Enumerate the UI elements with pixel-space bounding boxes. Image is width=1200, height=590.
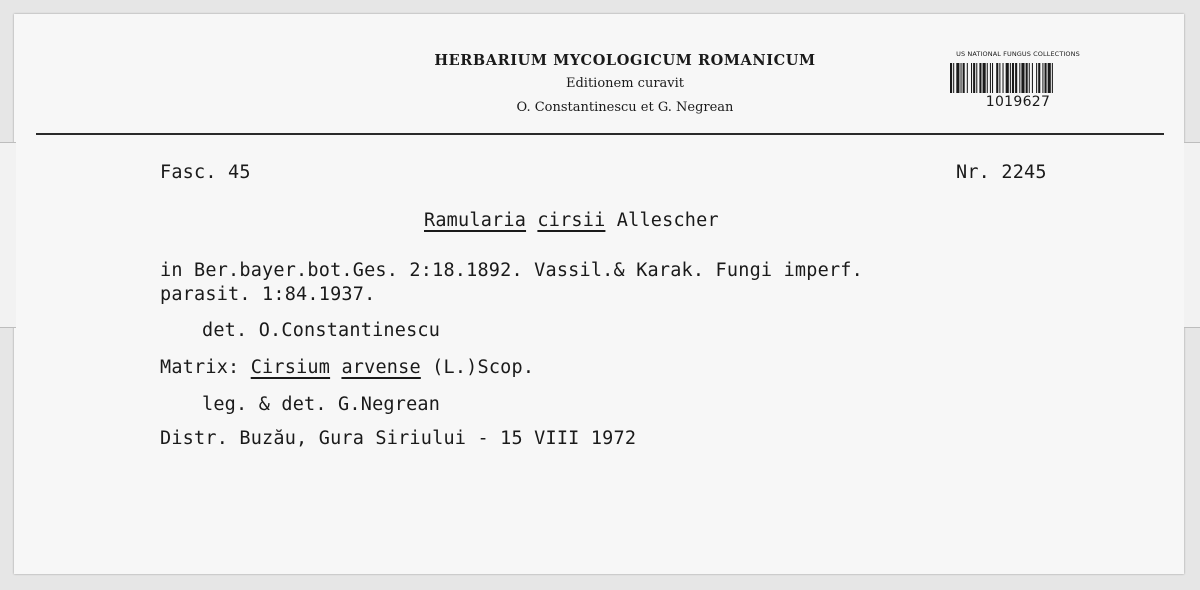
barcode-bar	[1010, 63, 1011, 93]
barcode-caption: US NATIONAL FUNGUS COLLECTIONS	[956, 50, 1080, 58]
barcode-bar	[990, 63, 991, 93]
barcode-bar	[1029, 63, 1030, 93]
header-divider	[36, 133, 1164, 135]
species-epithet: cirsii	[537, 210, 606, 231]
barcode-bar	[1015, 63, 1017, 93]
barcode-bar	[1003, 63, 1004, 93]
herbarium-subtitle: Editionem curavit	[565, 76, 685, 91]
barcode-bar	[1052, 63, 1053, 93]
barcode-bar	[950, 63, 952, 93]
species-author: Allescher	[616, 210, 719, 231]
citation-line-2: parasit. 1:84.1937.	[160, 284, 376, 305]
barcode-bar	[973, 63, 975, 93]
barcode-bar	[992, 63, 993, 93]
matrix-line	[160, 357, 534, 378]
barcode-icon	[950, 63, 1086, 93]
barcode-bar	[953, 63, 954, 93]
specimen-number: Nr. 2245	[956, 162, 1047, 183]
barcode-bar	[1032, 63, 1033, 93]
matrix-epithet: arvense	[341, 357, 421, 378]
barcode-bar	[1012, 63, 1014, 93]
barcode-bar	[999, 63, 1000, 93]
fascicle-number: Fasc. 45	[160, 162, 251, 183]
barcode-bar	[1026, 63, 1028, 93]
barcode-number: 1019627	[985, 94, 1051, 110]
barcode-bar	[961, 63, 962, 93]
matrix-author: (L.)Scop.	[432, 357, 535, 378]
barcode-bar	[1021, 63, 1024, 93]
herbarium-editors: O. Constantinescu et G. Negrean	[516, 100, 734, 115]
herbarium-title: HERBARIUM MYCOLOGICUM ROMANICUM	[434, 52, 816, 69]
species-name	[424, 210, 719, 231]
barcode-bar	[976, 63, 977, 93]
barcode-bar	[987, 63, 988, 93]
barcode-bar	[996, 63, 998, 93]
barcode-bar	[1036, 63, 1037, 93]
barcode-bar	[1019, 63, 1020, 93]
barcode-sticker	[944, 50, 1092, 116]
barcode-bar	[983, 63, 986, 93]
left-edge-tab	[0, 142, 16, 328]
citation-line-1: in Ber.bayer.bot.Ges. 2:18.1892. Vassil.& Karak. Fungi imperf.	[160, 260, 863, 281]
collector: leg. & det. G.Negrean	[202, 394, 441, 415]
barcode-bar	[971, 63, 972, 93]
barcode-bar	[967, 63, 968, 93]
barcode-bar	[1042, 63, 1043, 93]
barcode-bar	[1048, 63, 1051, 93]
matrix-label: Matrix:	[160, 357, 240, 378]
barcode-bar	[979, 63, 981, 93]
barcode-bar	[956, 63, 959, 93]
species-genus: Ramularia	[424, 210, 527, 231]
determination: det. O.Constantinescu	[202, 320, 441, 341]
barcode-bar	[963, 63, 965, 93]
matrix-genus: Cirsium	[250, 357, 331, 378]
right-edge-tab	[1184, 142, 1200, 328]
barcode-bar	[1038, 63, 1040, 93]
barcode-bar	[1006, 63, 1009, 93]
barcode-bar	[1045, 63, 1047, 93]
locality: Distr. Buzău, Gura Siriului - 15 VIII 1972	[160, 428, 637, 449]
